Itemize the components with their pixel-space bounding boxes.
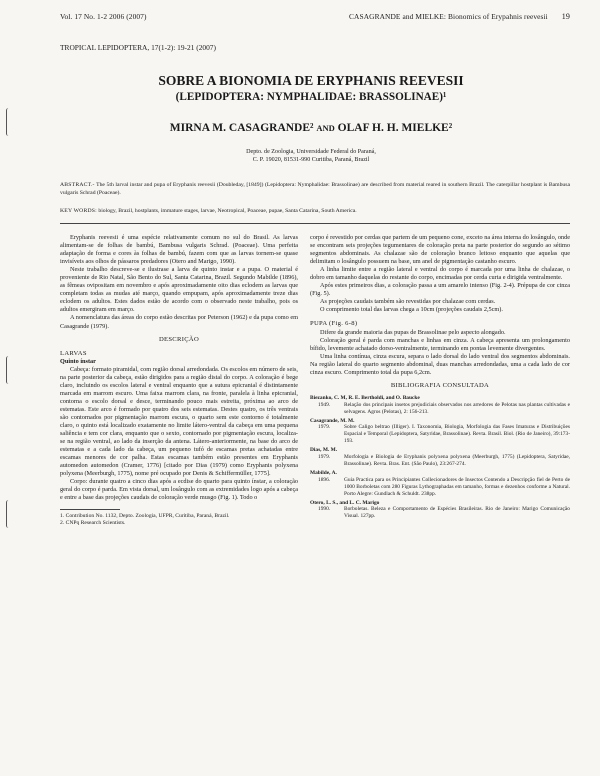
paragraph: Neste trabalho descreve-se e ilustrase a larva de quinto instar e a pupa. O material é proveniente de Rio Natal, São Bento do Sul, Santa Catarina, Brazil. Segundo Mabilde (1896), as fêmeas ovipositam em novembro e após aproximadamente oito dias eclodem as larvas que completam todas as mudas até março, quando empupam, após aproximadamente treze dias eclodem os adultos. Estes dados estão de acordo com o observado neste trabalho, pois os adultos emergiram em março. (60, 266, 298, 314)
author-line (60, 122, 562, 134)
paragraph: Coloração geral é parda com manchas e linhas em cinza. A cabeça apresenta um prolongamento bífido, levemente achatado dorso-ventralmente, terminando em pontas levemente divergentes. (310, 336, 570, 352)
abstract-text: The 5th larval instar and pupa of Eryphanis reevesii (Doubleday, [1849]) (Lepidoptera: Nymphalidae: Brassolinae) are described from material reared in southern Brazil. The caterpillar hostplant is Bambusa vulgaris Schrad (Poaceae). (60, 182, 571, 196)
paragraph: Uma linha contínua, cinza escura, separa o lado dorsal do lado ventral dos segmentos abdominais. Na região lateral do quarto segmento abdominal, duas manchas arredondadas, uma a cada lado de cor cinza escuro. Comprimento total da pupa 6,2cm. (310, 352, 570, 376)
section-heading-bibliografia: BIBLIOGRAFIA CONSULTADA (390, 381, 490, 389)
author-1: MIRNA M. CASAGRANDE² (169, 122, 314, 134)
paragraph: Eryphanis reevesii é uma espécie relativamente comum no sul do Brasil. As larvas alimentam-se de folhas de bambú, Bambusa vulgaris Schrad. (Poaceae). Uma perfeita adaptação de forma e cores às folhas de bambú, fazem com que as larvas tornem-se quase invisíveis aos olhos de pássaros predadores (Otero and Marigo, 1990). (60, 234, 298, 266)
section-heading-descricao: DESCRIÇÃO (158, 335, 200, 343)
keywords (60, 207, 570, 215)
reference-text: Relação dos principais insetos prejudiciais observados nos arredores de Pelotas nas plantas cultivadas e selvagens. Agros (Pelotas), 2: 156-213. (344, 401, 570, 415)
author-2: OLAF H. H. MIELKE² (337, 122, 453, 134)
subsection-heading-quinto-instar: Quinto ínstar (60, 357, 96, 365)
keywords-text: biology, Brazil, hostplants, immature stages, larvae, Neotropical, Poaceae, pupae, Santa Catarina, South America. (98, 208, 357, 214)
page-number: 19 (561, 12, 570, 21)
right-column (310, 234, 570, 520)
reference-text: Sobre Caligo beltrao (Illiger). I. Taxonomia, Biologia, Morfologia das Fases Imaturas e Distribuições Espacial e Temporal (Lepidoptera, Satyridae, Brassolinae). Revta. Brasil. Biol. (Rio de Janeiro), 39:173-193. (344, 424, 570, 445)
keywords-label: KEY WORDS: (60, 208, 97, 214)
reference-text: Guia Practica para os Principiantes Collecionadores de Insectos Contendo a Descripção fiel de Perto de 1000 Borboletas com 280 Figuras Lythographadas em tamanho, formas e dezenhos conforme a Natural. Porto Alegre: Gundlach & Schuldt. 238pp. (344, 476, 570, 497)
affiliation-line-1: Depto. de Zoologia, Universidade Federal do Paraná, (246, 149, 376, 155)
running-header-left: Vol. 17 No. 1-2 2006 (2007) (60, 12, 147, 21)
reference-year: 1896. (318, 476, 331, 483)
reference-authors: Otero, L. S., and L. C. Marigo (310, 499, 380, 506)
section-heading-larvas: LARVAS (60, 349, 87, 357)
journal-reference: TROPICAL LEPIDOPTERA, 17(1-2): 19-21 (2007) (60, 43, 216, 52)
abstract (60, 181, 570, 197)
binding-mark (6, 356, 11, 384)
paragraph: A linha limite entre a região lateral e ventral do corpo é marcada por uma linha de chalazae, o dobro em tamanho daquelas do restante do corpo, encimadas por cerda curta e dirigida ventralmente. (310, 266, 570, 282)
reference-entry (310, 470, 570, 498)
affiliation (60, 148, 562, 165)
paragraph: corpo é revestido por cerdas que partem de um pequeno cone, exceto na área interna do losângulo, onde se encontram seis projeções tegumentares de coloração preta na parte posterior do segundo ao sétimo segmentos abdominais. As chalazae são de coloração branco leitoso enquanto que aquelas que delimitam o losângulo possuem na base, um anel de pigmentação castanho escuro. (310, 234, 570, 266)
reference-authors: Biezanko, C. M, R. E. Bertholdi, and O. Baucke (310, 394, 420, 401)
reference-authors: Dias, M. M. (310, 447, 338, 454)
section-heading-pupa: PUPA (Fig. 6-8) (310, 320, 358, 328)
reference-text: Borboletas. Beleza e Comportamento de Espécies Brasileiras. Rio de Janeiro: Marigo Comunicação Visual. 127pp. (344, 506, 570, 520)
binding-mark (6, 500, 11, 528)
abstract-label: ABSTRACT.- (60, 182, 95, 188)
reference-entry (310, 395, 570, 416)
footnote-divider (60, 509, 120, 510)
reference-entry (310, 500, 570, 521)
header-divider (60, 223, 570, 224)
paragraph: As projeções caudais também são revestidas por chalazae com cerdas. (320, 298, 496, 306)
article-title: SOBRE A BIONOMIA DE ERYPHANIS REEVESII (158, 73, 464, 88)
left-column (60, 234, 298, 527)
paragraph: Após estes primeiros dias, a coloração passa a um amarelo intenso (Fig. 2-4). Prépupa de cor cinza (Fig. 5). (310, 282, 570, 298)
reference-text: Morfologia e Biologia de Eryphanis polyxena polyxena (Meerburgh, 1775) (Lepidoptera, Satyridae, Brassolinae). Revta. Bras. Ent. (São Paulo), 23:267-274. (344, 454, 570, 467)
reference-authors: Mabilde, A. (310, 469, 337, 476)
reference-year: 1979. (318, 454, 331, 461)
article-subtitle: (LEPIDOPTERA: NYMPHALIDAE: BRASSOLINAE)¹ (175, 91, 447, 103)
reference-year: 1979. (318, 424, 331, 431)
author-conjunction: AND (316, 123, 335, 133)
reference-entry (310, 447, 570, 468)
paragraph: Cabeça: formato piramidal, com região dorsal arredondada. Os escolos em número de seis, na parte posterior da cabeça, estão dirigidos para a região distal do corpo. A coloração é bege claro, incluindo os escolos lateral e ventral enquanto que a sutura epicranial é distintamente marcada em marrom escuro. Uma faixa marrom clara, na fronte, paralela à linha epicranial, contorna o escolo dorsal e desce, terminando pouco mais estreita, próxima ao arco de estematas. Este arco é formado por quatro dos seis estematas. Destes quatro, os três ventrais são contornados por pigmentação marrom escura, o quarto sem este contorno é totalmente claro, o quinto está localizado exatamente no limite látero-ventral da cabeça em uma pequena saliência e tem cor clara, enquanto que o sexto, contornado por pigmentação escura, localiza-se na região ventral, ao lado da inserção da antena. Látero-anteriormente, na base do arco de estematas e a cada lado da cabeça, um pequeno tufó de escamas pretas achatadas entre escamas menores de cor palha. Estas escamas também estão presentes em Eryphanis automedon automedon (Cramer, 1776) [citado por Dias (1979) como Eryphanis polyxena polyxena (Meerburgh, 1775), nome pré ocupado por Denis & Schiffermüller, 1775]. (60, 365, 298, 478)
paragraph: Corpo: durante quatro a cinco dias após a ecdise do quarto para quinto ínstar, a coloração geral do corpo é parda. Em vista dorsal, um losângulo com as extremidades logo após a cabeça e entre a base das projeções caudais de coloração verde musgo (Fig. 1). Todo o (60, 478, 298, 502)
reference-year: 1949. (318, 401, 331, 408)
reference-entry (310, 418, 570, 446)
binding-mark (6, 108, 11, 136)
running-header-right (349, 12, 570, 21)
paragraph: A nomenclatura das áreas do corpo estão descritas por Peterson (1962) e da pupa como em Casagrande (1979). (60, 314, 298, 330)
footnote-1: 1. Contribution No. 1132, Depto. Zoologia, UFPR, Curitiba, Paraná, Brazil. (60, 512, 230, 519)
reference-year: 1990. (318, 506, 331, 513)
footnote-2: 2. CNPq Research Scientists. (60, 519, 126, 526)
running-header-title: CASAGRANDE and MIELKE: Bionomics of Erypahnis reevesii (349, 12, 548, 21)
reference-authors: Casagrande, M. M. (310, 417, 355, 424)
paragraph: O comprimento total das larvas chega a 10cm (projeções caudais 2,5cm). (320, 306, 503, 314)
affiliation-line-2: C. P. 19020, 81531-990 Curitiba, Paraná, Brazil (252, 157, 370, 164)
paragraph: Difere da grande maioria das pupas de Brassolinae pelo aspecto alongado. (320, 328, 506, 336)
